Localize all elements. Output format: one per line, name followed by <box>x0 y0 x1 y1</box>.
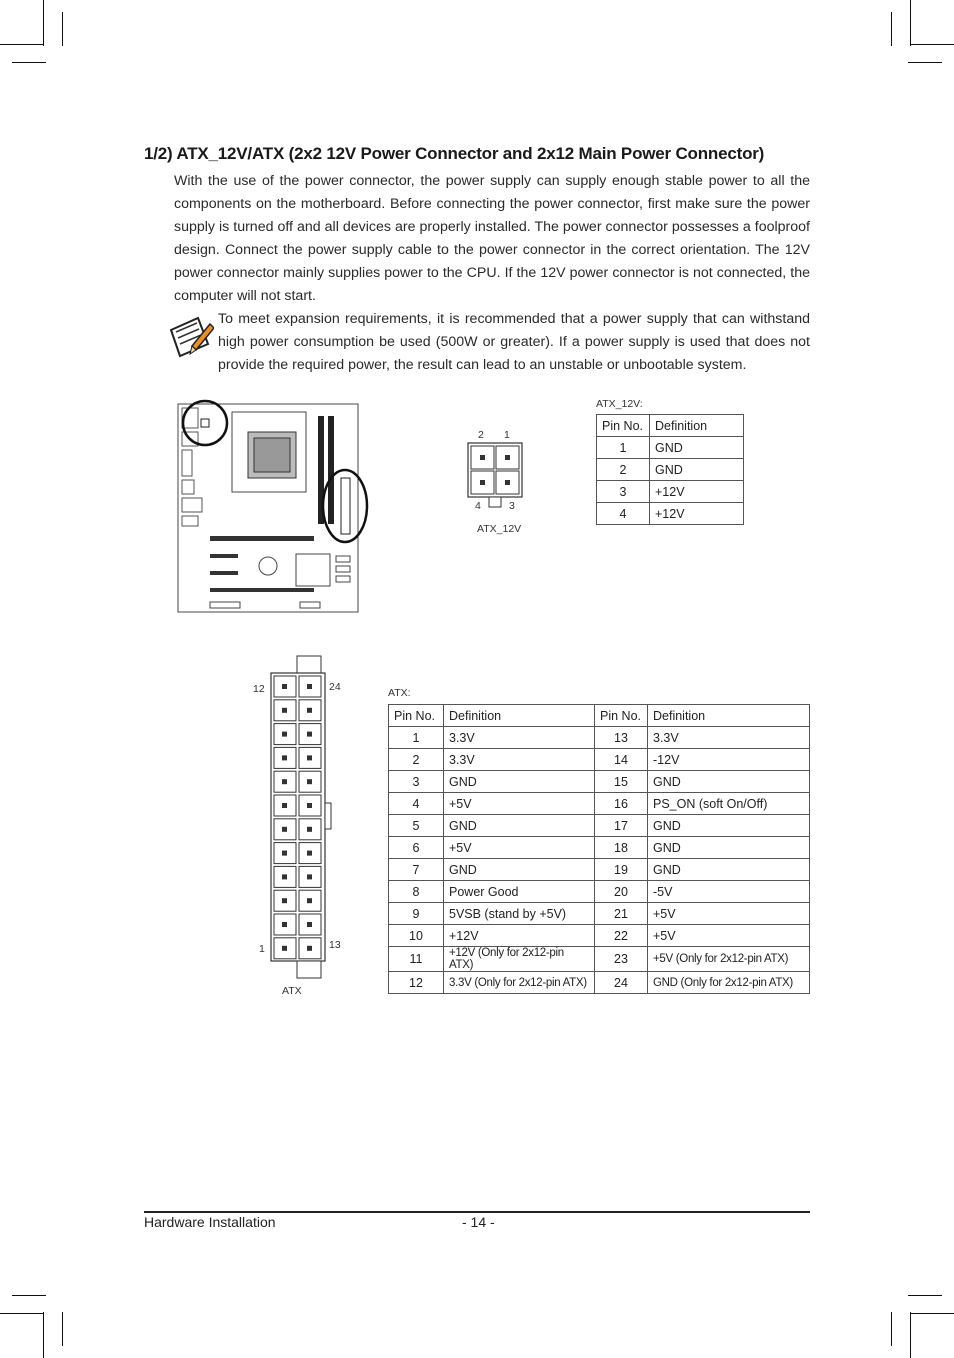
definition-cell: +5V <box>444 837 595 859</box>
header-pin-no: Pin No. <box>389 705 444 727</box>
pin-cell: 17 <box>595 815 648 837</box>
pin-contact <box>307 922 312 927</box>
section-heading: 1/2) ATX_12V/ATX (2x2 12V Power Connector and 2x12 Main Power Connector) <box>144 144 765 163</box>
atx-pin-table <box>388 704 810 994</box>
pin-contact <box>307 708 312 713</box>
definition-cell: GND <box>648 771 810 793</box>
definition-cell: +12V <box>650 503 744 525</box>
pin-label-2: 2 <box>478 429 484 441</box>
pin-contact <box>282 827 287 832</box>
atx12v-pin-table <box>596 414 744 525</box>
definition-cell: PS_ON (soft On/Off) <box>648 793 810 815</box>
pin-cell: 1 <box>389 727 444 749</box>
pin-cell: 20 <box>595 881 648 903</box>
pin-cell: 1 <box>597 437 650 459</box>
definition-cell: 3.3V <box>648 727 810 749</box>
table-row <box>597 459 744 481</box>
note-text: To meet expansion requirements, it is recommended that a power supply that can withstand high power consumption be used (500W or greater). If a power supply is used that does not provide the required power, the result can lead to an unstable or unbootable system. <box>218 311 810 373</box>
pin-cell: 3 <box>389 771 444 793</box>
pin-contact <box>307 898 312 903</box>
pin-cell: 5 <box>389 815 444 837</box>
pin-contact <box>307 851 312 856</box>
definition-cell: Power Good <box>444 881 595 903</box>
pin-contact <box>282 779 287 784</box>
pin-contact <box>307 874 312 879</box>
definition-cell: 3.3V (Only for 2x12-pin ATX) <box>444 972 595 994</box>
note-pencil-icon <box>168 312 214 358</box>
pin-cell: 9 <box>389 903 444 925</box>
pin-cell: 16 <box>595 793 648 815</box>
pin-cell: 21 <box>595 903 648 925</box>
definition-cell: +12V <box>650 481 744 503</box>
table-row <box>389 947 810 972</box>
pin-cell: 14 <box>595 749 648 771</box>
pin-label-24: 24 <box>329 681 341 693</box>
definition-cell: -12V <box>648 749 810 771</box>
page-number: - 14 - <box>462 1214 495 1230</box>
pin-contact <box>307 779 312 784</box>
table-row <box>597 437 744 459</box>
definition-cell: +5V <box>444 793 595 815</box>
pin-cell: 19 <box>595 859 648 881</box>
definition-cell: +5V <box>648 925 810 947</box>
table-row <box>389 771 810 793</box>
definition-cell: +5V (Only for 2x12-pin ATX) <box>648 947 810 972</box>
pin-contact <box>307 803 312 808</box>
pin-cell: 24 <box>595 972 648 994</box>
pin-contact <box>282 851 287 856</box>
atx12v-diagram-label: ATX_12V <box>477 523 522 535</box>
table-row <box>389 749 810 771</box>
table-row <box>597 503 744 525</box>
motherboard-layout-diagram <box>170 396 372 616</box>
pin-contact <box>282 684 287 689</box>
definition-cell: GND <box>444 815 595 837</box>
pin-cell: 15 <box>595 771 648 793</box>
pin-cell: 4 <box>389 793 444 815</box>
pin-cell: 2 <box>389 749 444 771</box>
table-row <box>389 793 810 815</box>
table-row <box>389 972 810 994</box>
pin-cell: 12 <box>389 972 444 994</box>
table-row <box>389 859 810 881</box>
definition-cell: +12V (Only for 2x12-pin ATX) <box>444 947 595 972</box>
definition-cell: 3.3V <box>444 727 595 749</box>
table-row <box>389 881 810 903</box>
atx-diagram-label: ATX <box>282 985 302 997</box>
header-definition-2: Definition <box>648 705 810 727</box>
definition-cell: GND <box>648 815 810 837</box>
atx-connector-diagram <box>250 655 350 1000</box>
definition-cell: GND <box>648 859 810 881</box>
table-row <box>389 727 810 749</box>
pin-contact <box>282 803 287 808</box>
definition-cell: GND <box>444 771 595 793</box>
footer-rule <box>144 1211 810 1213</box>
definition-cell: 3.3V <box>444 749 595 771</box>
definition-cell: -5V <box>648 881 810 903</box>
header-pin-no-2: Pin No. <box>595 705 648 727</box>
table-row <box>389 925 810 947</box>
definition-cell: +12V <box>444 925 595 947</box>
pin-cell: 2 <box>597 459 650 481</box>
pin-cell: 23 <box>595 947 648 972</box>
pin-label-3: 3 <box>509 500 515 512</box>
header-definition: Definition <box>650 415 744 437</box>
header-pin-no: Pin No. <box>597 415 650 437</box>
pin-cell: 7 <box>389 859 444 881</box>
pin-label-13: 13 <box>329 939 341 951</box>
pin-cell: 22 <box>595 925 648 947</box>
body-paragraph: With the use of the power connector, the power supply can supply enough stable power to all the components on the motherboard. Before connecting the power connector, first make sure the power supply is turned off and all devices are properly installed. The power connector possesses a foolproof design. Connect the power supply cable to the power connector in the correct orientation. The 12V power connector mainly supplies power to the CPU. If the 12V power connector is not connected, the computer will not start. <box>174 173 810 304</box>
atx-table-caption: ATX: <box>388 687 411 699</box>
pin-contact <box>282 874 287 879</box>
pin-cell: 6 <box>389 837 444 859</box>
pin-cell: 10 <box>389 925 444 947</box>
table-row <box>389 815 810 837</box>
pin-cell: 18 <box>595 837 648 859</box>
pin-contact <box>282 708 287 713</box>
pin-contact <box>282 946 287 951</box>
table-row <box>597 481 744 503</box>
pin-label-4: 4 <box>475 500 481 512</box>
definition-cell: GND <box>444 859 595 881</box>
pin-contact <box>307 684 312 689</box>
definition-cell: GND <box>650 437 744 459</box>
definition-cell: GND <box>648 837 810 859</box>
pin-contact <box>282 922 287 927</box>
pin-contact <box>282 755 287 760</box>
table-header-row <box>597 415 744 437</box>
table-header-row <box>389 705 810 727</box>
pin-contact <box>282 732 287 737</box>
pin-cell: 11 <box>389 947 444 972</box>
pin-cell: 8 <box>389 881 444 903</box>
header-definition: Definition <box>444 705 595 727</box>
pin-cell: 3 <box>597 481 650 503</box>
pin-label-1: 1 <box>259 943 265 955</box>
pin-contact <box>307 755 312 760</box>
pin-contact <box>307 827 312 832</box>
pin-cell: 4 <box>597 503 650 525</box>
definition-cell: GND (Only for 2x12-pin ATX) <box>648 972 810 994</box>
pin-contact <box>282 898 287 903</box>
table-row <box>389 903 810 925</box>
definition-cell: +5V <box>648 903 810 925</box>
pin-contact <box>307 732 312 737</box>
definition-cell: 5VSB (stand by +5V) <box>444 903 595 925</box>
atx12v-table-caption: ATX_12V: <box>596 398 643 410</box>
pin-cell: 13 <box>595 727 648 749</box>
pin-label-12: 12 <box>253 683 265 695</box>
atx12v-connector-diagram <box>460 425 540 540</box>
definition-cell: GND <box>650 459 744 481</box>
table-row <box>389 837 810 859</box>
pin-label-1: 1 <box>504 429 510 441</box>
footer-section: Hardware Installation <box>144 1214 276 1230</box>
pin-contact <box>307 946 312 951</box>
